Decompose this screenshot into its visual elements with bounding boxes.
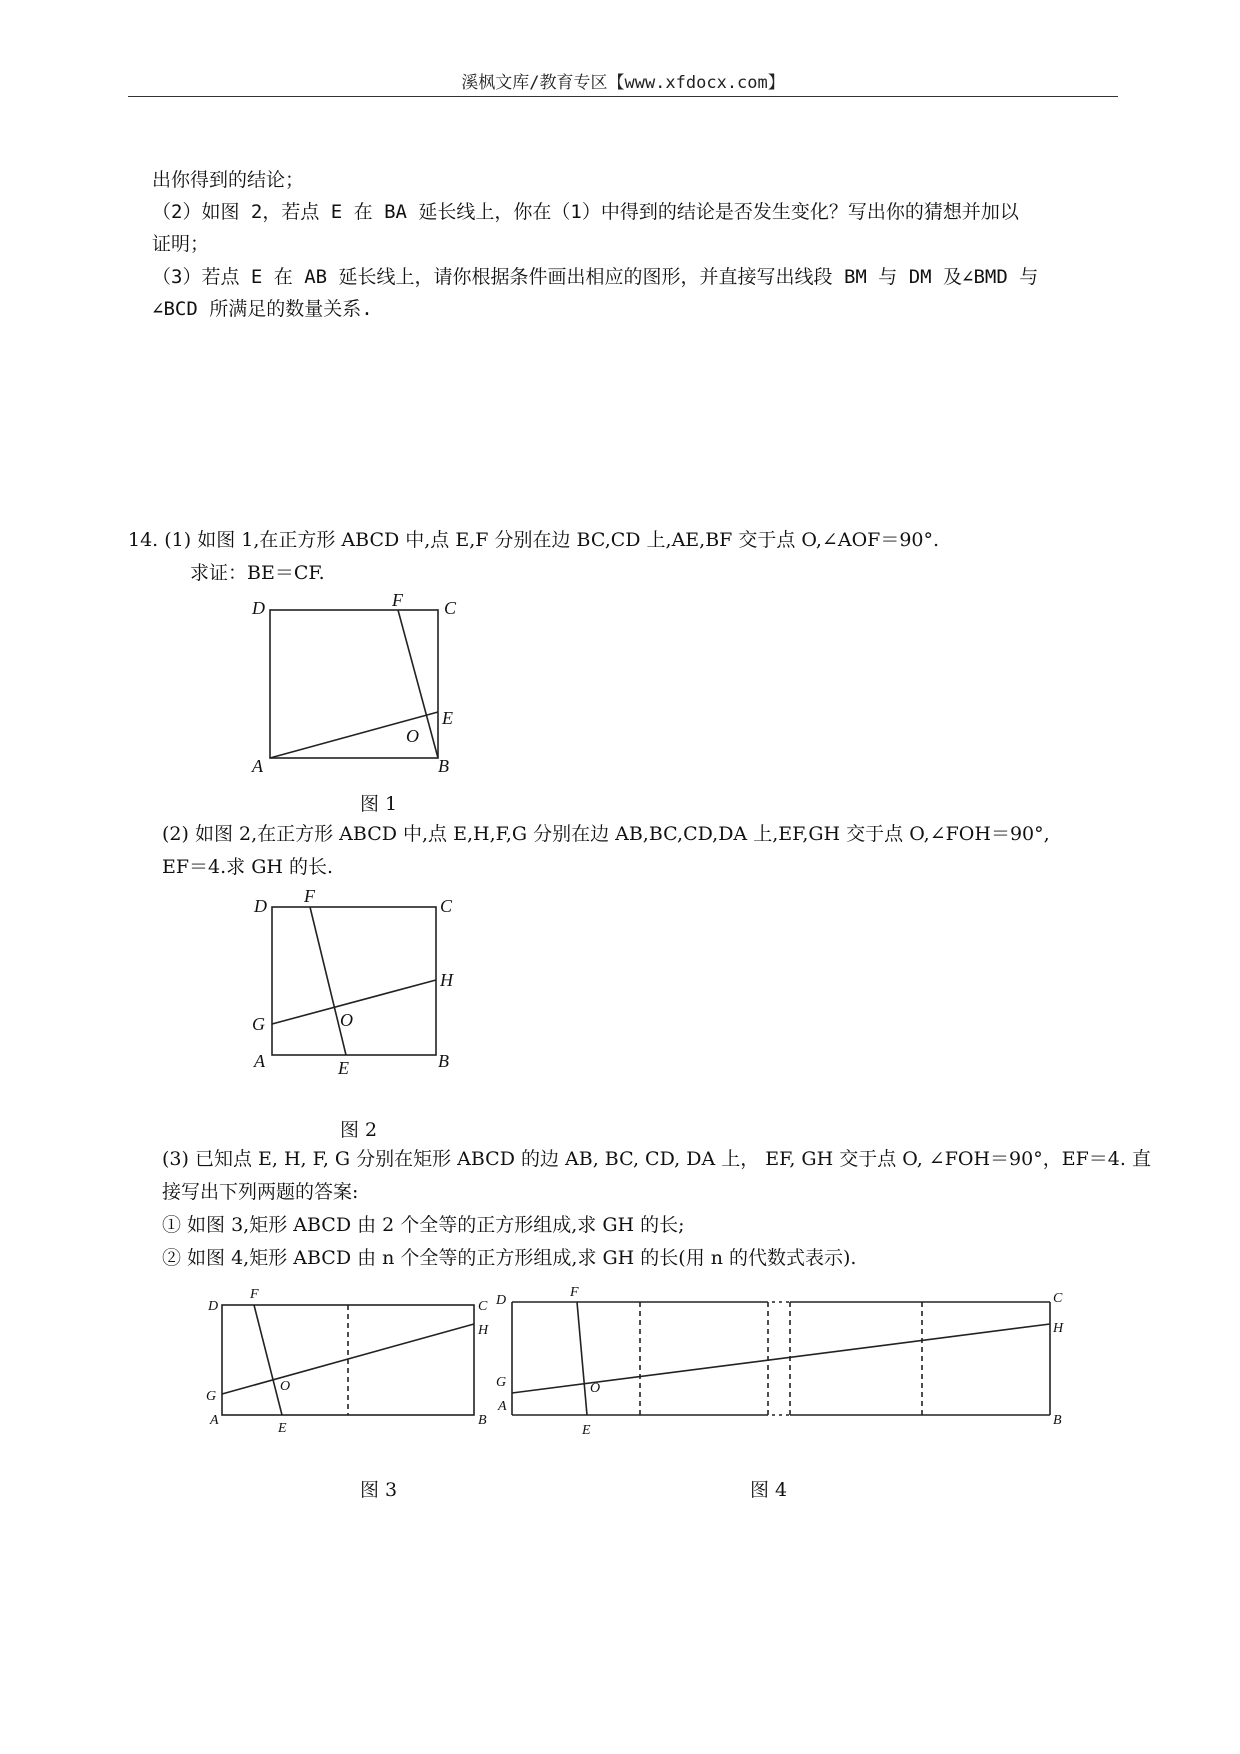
fig2-label-a: A [254, 1051, 265, 1071]
fig3-label-d: D [208, 1299, 219, 1314]
problem14-part3-line-1: (3) 已知点 E, H, F, G 分别在矩形 ABCD 的边 AB, BC, CD, DA 上， EF, GH 交于点 O, ∠FOH＝90°，EF＝4. 直 [162, 1148, 1151, 1170]
fig4-label-a: A [498, 1399, 507, 1414]
fig2-label-h: H [440, 970, 453, 990]
fig1-label-f: F [392, 590, 403, 610]
fig4-label-d: D [496, 1293, 507, 1308]
fig2-label-g: G [252, 1014, 265, 1034]
page-header: 溪枫文库/教育专区【www.xfdocx.com】 [461, 73, 785, 93]
fig1-label-a: A [252, 756, 263, 776]
fig4-label-c: C [1053, 1291, 1063, 1306]
fig4-label-h: H [1053, 1321, 1064, 1336]
fig2-label-d: D [254, 896, 267, 916]
fig4-label-b: B [1053, 1413, 1062, 1428]
fig2-label-f: F [304, 886, 315, 906]
fig4-caption: 图 4 [750, 1479, 788, 1501]
fig4-label-e: E [582, 1423, 591, 1438]
prev-problem-line-4: （3）若点 E 在 AB 延长线上，请你根据条件画出相应的图形，并直接写出线段 BM 与 DM 及∠BMD 与 [152, 266, 1039, 288]
fig3-label-o: O [280, 1379, 291, 1394]
prev-problem-line-2: （2）如图 2，若点 E 在 BA 延长线上，你在（1）中得到的结论是否发生变化？写出你的猜想并加以 [152, 201, 1019, 223]
fig1-label-b: B [438, 756, 449, 776]
fig2-label-b: B [438, 1051, 449, 1071]
fig2-label-o: O [340, 1010, 353, 1030]
problem14-part3-line-2: 接写出下列两题的答案: [162, 1181, 359, 1203]
fig1-label-c: C [444, 598, 457, 618]
fig2-caption: 图 2 [340, 1119, 378, 1141]
figure-2-square-abcd [272, 907, 436, 1055]
fig3-label-c: C [478, 1299, 488, 1314]
fig3-caption: 图 3 [360, 1479, 398, 1501]
problem14-part2-line-2: EF＝4.求 GH 的长. [162, 856, 334, 878]
fig4-label-o: O [590, 1381, 601, 1396]
prev-problem-line-3: 证明； [152, 233, 210, 255]
problem14-part3-line-4: ② 如图 4,矩形 ABCD 由 n 个全等的正方形组成,求 GH 的长(用 n 的代数式表示). [162, 1247, 857, 1269]
fig2-label-c: C [440, 896, 453, 916]
fig3-label-h: H [478, 1323, 489, 1338]
figure-3-rectangle-abcd [222, 1305, 474, 1415]
problem14-part2-line-1: (2) 如图 2,在正方形 ABCD 中,点 E,H,F,G 分别在边 AB,BC,CD,DA 上,EF,GH 交于点 O,∠FOH＝90°, [162, 823, 1050, 845]
fig3-label-f: F [250, 1287, 259, 1302]
fig4-label-g: G [496, 1375, 507, 1390]
prev-problem-line-5: ∠BCD 所满足的数量关系. [152, 298, 373, 320]
problem14-part1-line-2: 求证：BE＝CF. [190, 562, 325, 584]
fig1-label-e: E [442, 708, 453, 728]
fig2-label-e: E [338, 1058, 349, 1078]
fig3-label-b: B [478, 1413, 487, 1428]
fig3-label-e: E [278, 1421, 287, 1436]
prev-problem-line-1: 出你得到的结论； [152, 169, 305, 191]
fig3-label-g: G [206, 1389, 217, 1404]
fig4-label-f: F [570, 1285, 579, 1300]
fig1-label-d: D [252, 598, 265, 618]
figure-4-rectangle-abcd [512, 1302, 1050, 1415]
fig1-caption: 图 1 [360, 793, 398, 815]
fig1-label-o: O [406, 726, 419, 746]
problem14-part1-line-1: 14. (1) 如图 1,在正方形 ABCD 中,点 E,F 分别在边 BC,CD 上,AE,BF 交于点 O,∠AOF＝90°. [128, 529, 940, 551]
problem14-part3-line-3: ① 如图 3,矩形 ABCD 由 2 个全等的正方形组成,求 GH 的长; [162, 1214, 685, 1236]
fig3-label-a: A [210, 1413, 219, 1428]
